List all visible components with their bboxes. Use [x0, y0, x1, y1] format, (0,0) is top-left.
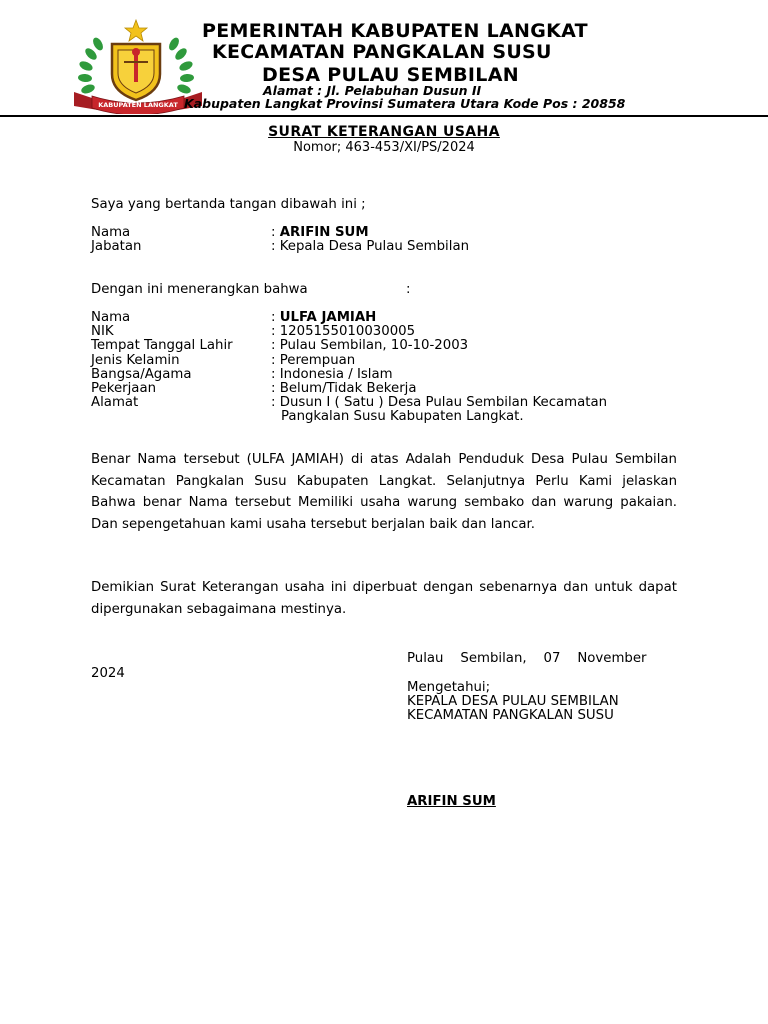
subject-name-label: Nama: [91, 310, 131, 325]
subject-gender-label: Jenis Kelamin: [91, 353, 180, 368]
body-paragraph-2: Demikian Surat Keterangan usaha ini diperbuat dengan sebenarnya dan untuk dapat dipergunakan sebagaimana mestinya.: [91, 580, 677, 617]
letterhead-line-2: KECAMATAN PANGKALAN SUSU: [212, 41, 552, 63]
body-paragraph-1: Benar Nama tersebut (ULFA JAMIAH) di atas Adalah Penduduk Desa Pulau Sembilan Kecamatan Pangkalan Susu Kabupaten Langkat. Selanjutnya Perlu Kami jelaskan Bahwa benar Nama tersebut Memiliki usaha warung sembako dan warung pakaian. Dan sepengetahuan kami usaha tersebut berjalan baik dan lancar.: [91, 452, 677, 532]
letterhead-divider: [0, 115, 768, 117]
subject-address-value-line2: Pangkalan Susu Kabupaten Langkat.: [281, 409, 524, 424]
subject-nik-value: : 1205155010030005: [271, 324, 416, 339]
subject-occupation-value: : Belum/Tidak Bekerja: [271, 381, 417, 396]
letter-title: SURAT KETERANGAN USAHA: [268, 124, 500, 140]
subject-birth-value: : Pulau Sembilan, 10-10-2003: [271, 338, 469, 353]
place-date-line-2: 2024: [91, 666, 125, 681]
acknowledged-text: Mengetahui;: [407, 680, 491, 695]
letterhead-address-2: Kabupaten Langkat Provinsi Sumatera Utara Kode Pos : 20858: [184, 96, 626, 111]
place-date-line-1: Pulau Sembilan, 07 November: [407, 651, 647, 666]
letterhead-line-3: DESA PULAU SEMBILAN: [262, 64, 519, 86]
signer-position-label: Jabatan: [91, 239, 142, 254]
letterhead-address-1: Alamat : Jl. Pelabuhan Dusun II: [263, 83, 482, 98]
signer-name-label: Nama: [91, 225, 131, 240]
letterhead-line-1: PEMERINTAH KABUPATEN LANGKAT: [202, 20, 588, 42]
subject-nation-religion-value: : Indonesia / Islam: [271, 367, 393, 382]
subject-address-label: Alamat: [91, 395, 139, 410]
letter-number: Nomor; 463-453/XI/PS/2024: [293, 140, 475, 155]
declare-text: Dengan ini menerangkan bahwa: [91, 282, 308, 297]
subject-nik-label: NIK: [91, 324, 114, 339]
signer-signature-name: ARIFIN SUM: [407, 794, 496, 809]
subject-nation-religion-label: Bangsa/Agama: [91, 367, 192, 382]
subject-birth-label: Tempat Tanggal Lahir: [91, 338, 233, 353]
logo-ribbon-text: KABUPATEN LANGKAT: [98, 101, 178, 109]
intro-text: Saya yang bertanda tangan dibawah ini ;: [91, 197, 366, 212]
subject-address-value: : Dusun I ( Satu ) Desa Pulau Sembilan Kecamatan: [271, 395, 608, 410]
signer-name-value: : ARIFIN SUM: [271, 225, 369, 240]
signer-position-line-1: KEPALA DESA PULAU SEMBILAN: [407, 694, 619, 709]
subject-gender-value: : Perempuan: [271, 353, 356, 368]
declare-colon: :: [406, 282, 411, 297]
signer-position-line-2: KECAMATAN PANGKALAN SUSU: [407, 708, 614, 723]
signer-position-value: : Kepala Desa Pulau Sembilan: [271, 239, 470, 254]
subject-occupation-label: Pekerjaan: [91, 381, 157, 396]
subject-name-value: : ULFA JAMIAH: [271, 310, 377, 325]
